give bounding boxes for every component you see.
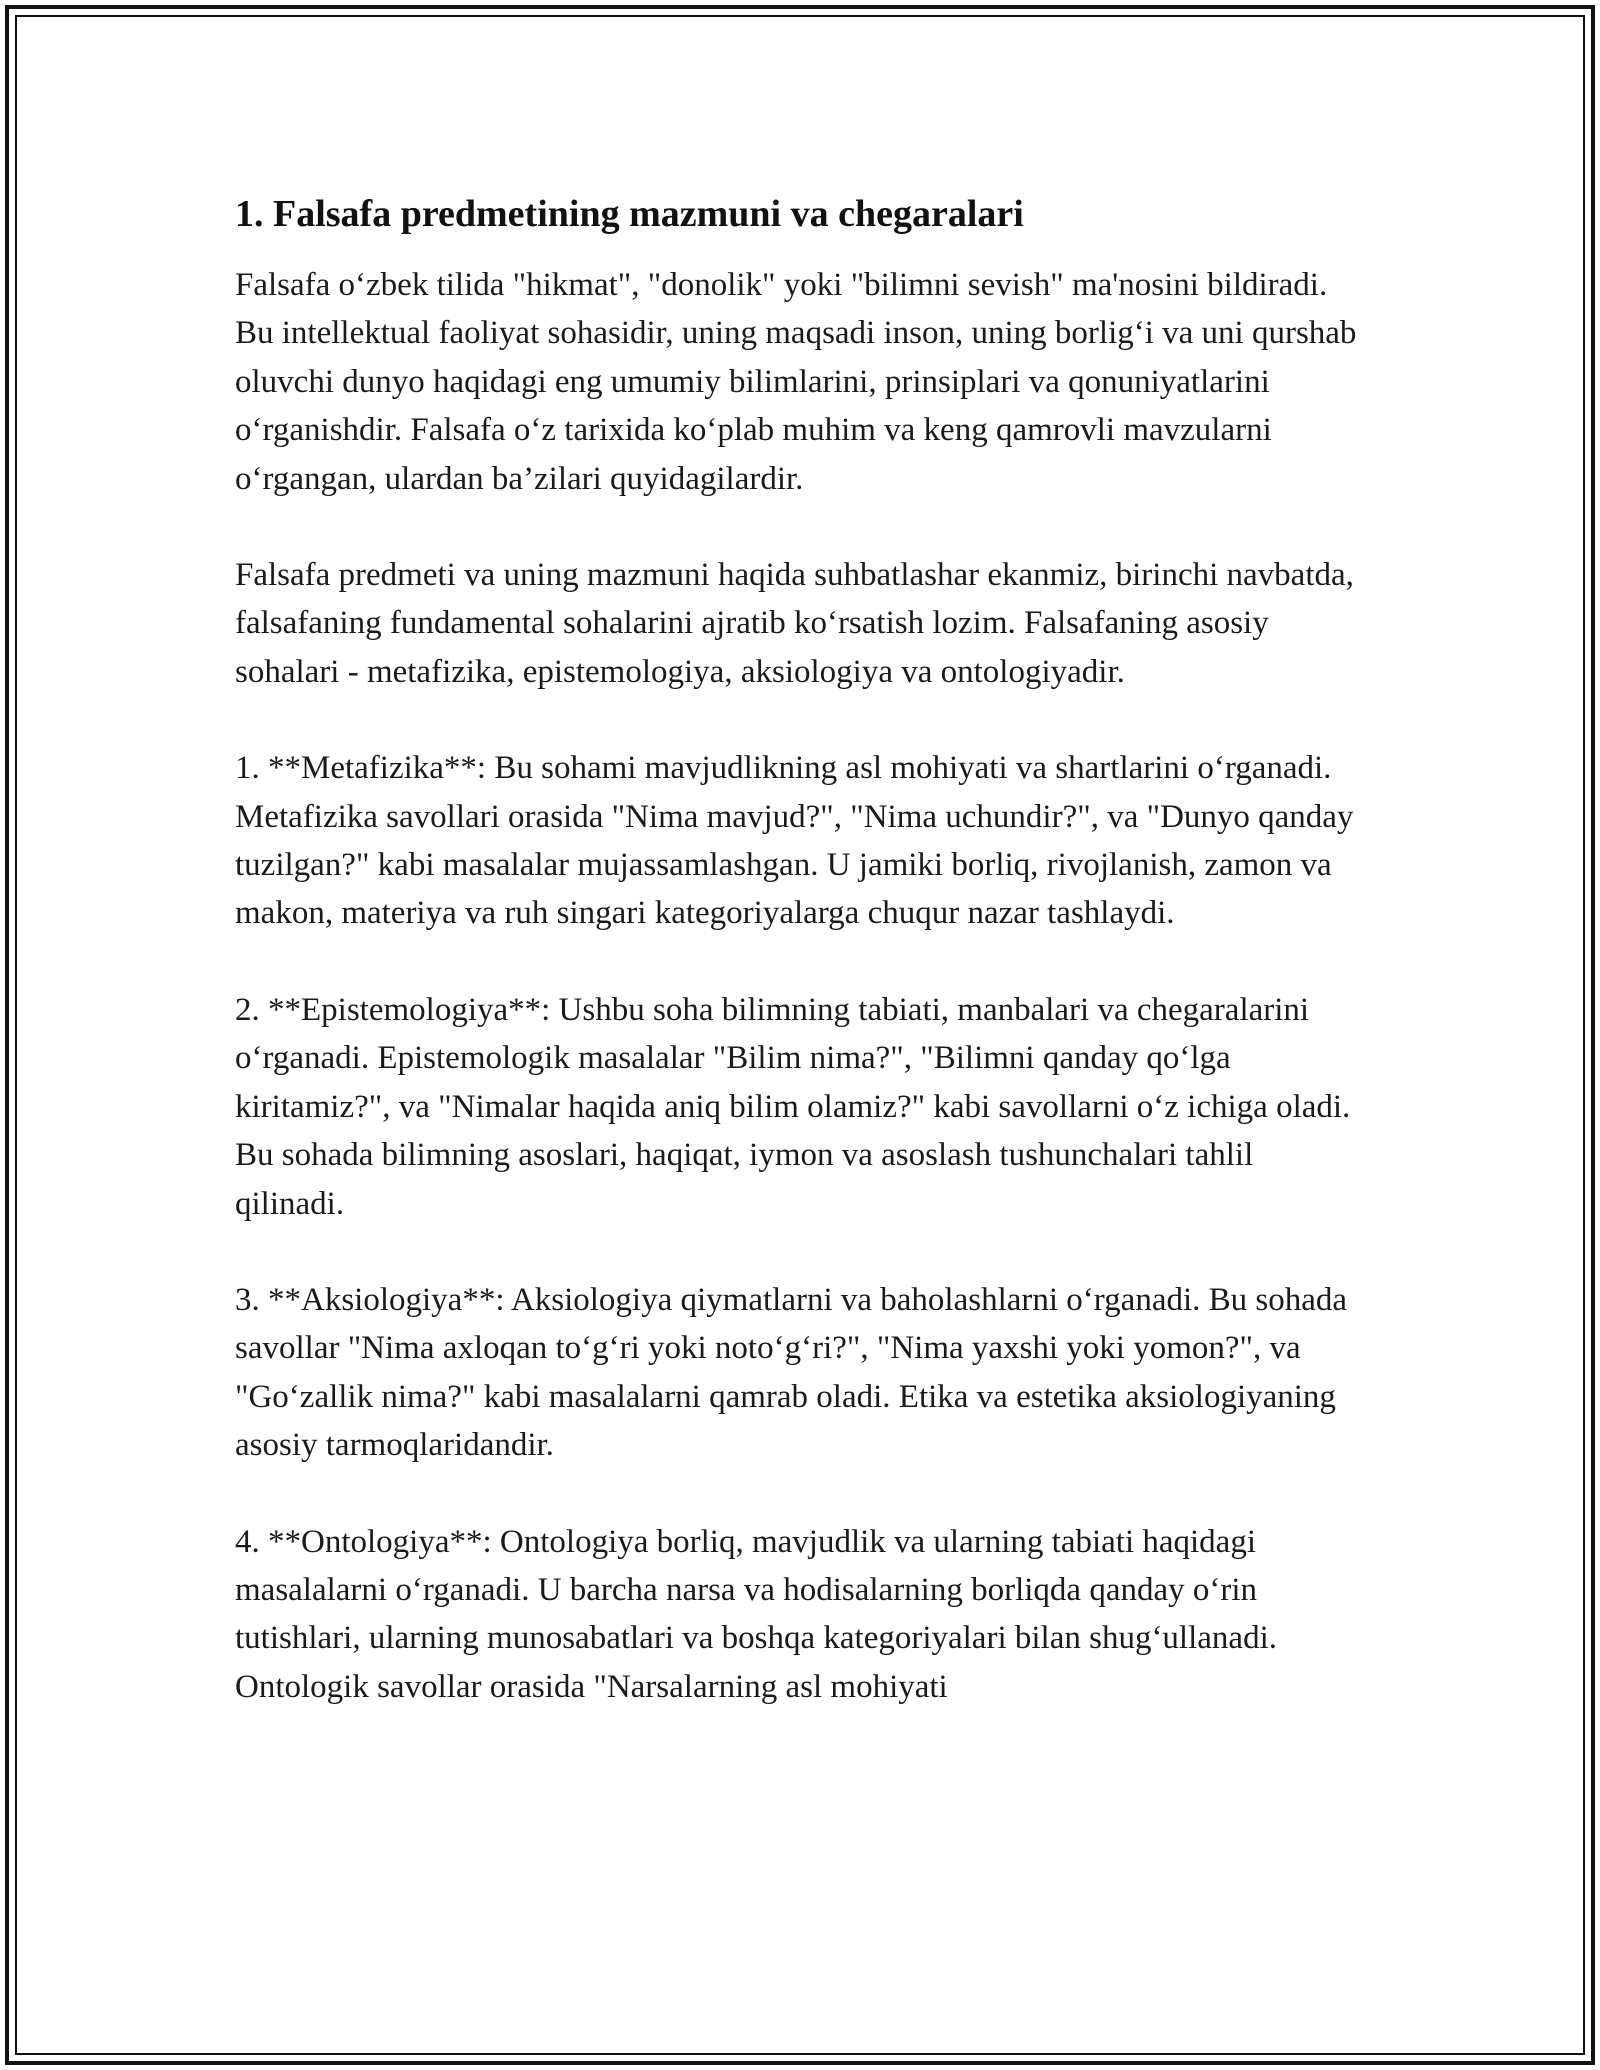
document-body [235,185,1370,1759]
paragraph-axiology: 3. **Aksiologiya**: Aksiologiya qiymatlarni va baholashlarni o‘rganadi. Bu sohada savollar "Nima axloqan to‘g‘ri yoki noto‘g‘ri?", "Nima yaxshi yoki yomon?", va "Go‘zallik nima?" kabi masalalarni qamrab oladi. Etika va estetika aksiologiyaning asosiy tarmoqlaridandir. [235,1281,1348,1464]
paragraph-subject: Falsafa predmeti va uning mazmuni haqida suhbatlashar ekanmiz, birinchi navbatda, falsafaning fundamental sohalarini ajratib ko‘rsatish lozim. Falsafaning asosiy sohalari - metafizika, epistemologiya, aksiologiya va ontologiyadir. [235,557,1354,690]
paragraph-metaphysics: 1. **Metafizika**: Bu sohami mavjudlikning asl mohiyati va shartlarini o‘rganadi. Metafizika savollari orasida "Nima mavjud?", "Nima uchundir?", va "Dunyo qanday tuzilgan?" kabi masalalar mujassamlashgan. U jamiki borliq, rivojlanish, zamon va makon, materiya va ruh singari kategoriyalarga chuqur nazar tashlaydi. [235,750,1354,932]
paragraph-intro: Falsafa o‘zbek tilida "hikmat", "donolik" yoki "bilimni sevish" ma'nosini bildiradi. Bu intellektual faoliyat sohasidir, uning maqsadi inson, uning borlig‘i va uni qurshab oluvchi dunyo haqidagi eng umumiy bilimlarini, prinsiplari va qonuniyatlarini o‘rganishdir. Falsafa o‘z tarixida ko‘plab muhim va keng qamrovli mavzularni o‘rgangan, ulardan ba’zilari quyidagilardir. [235,267,1357,497]
section-heading: 1. Falsafa predmetining mazmuni va chegaralari [235,193,1024,235]
paragraph-epistemology: 2. **Epistemologiya**: Ushbu soha bilimning tabiati, manbalari va chegaralarini o‘rganadi. Epistemologik masalalar "Bilim nima?", "Bilimni qanday qo‘lga kiritamiz?", va "Nimalar haqida aniq bilim olamiz?" kabi savollarni o‘z ichiga oladi. Bu sohada bilimning asoslari, haqiqat, iymon va asoslash tushunchalari tahlil qilinadi. [235,991,1351,1222]
paragraph-ontology: 4. **Ontologiya**: Ontologiya borliq, mavjudlik va ularning tabiati haqidagi masalalarni o‘rganadi. U barcha narsa va hodisalarning borliqda qanday o‘rin tutishlari, ularning munosabatlari va boshqa kategoriyalari bilan shug‘ullanadi. Ontologik savollar orasida "Narsalarning asl mohiyati [235,1523,1277,1705]
